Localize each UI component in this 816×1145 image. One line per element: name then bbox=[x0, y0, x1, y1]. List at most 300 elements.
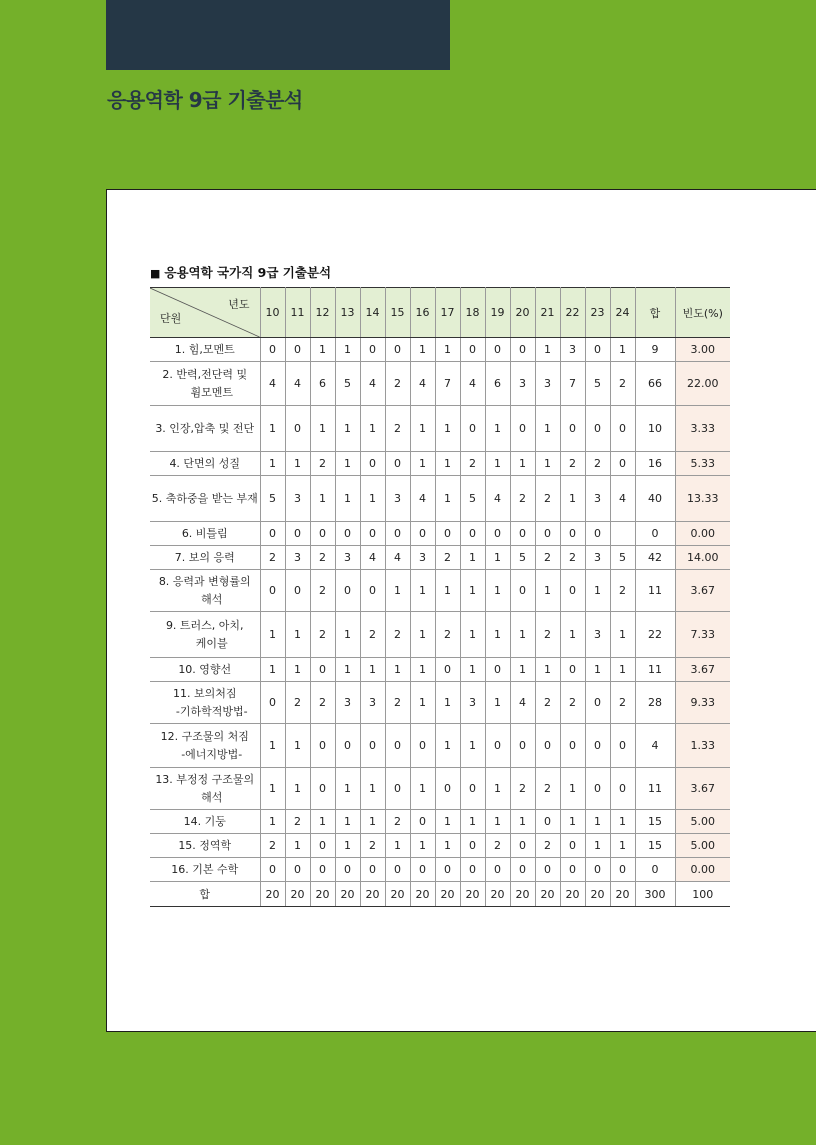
category-cell bbox=[150, 658, 260, 682]
count-cell: 5 bbox=[585, 362, 610, 406]
count-cell: 2 bbox=[285, 682, 310, 724]
count-cell: 1 bbox=[335, 338, 360, 362]
count-cell: 2 bbox=[535, 682, 560, 724]
count-cell: 1 bbox=[610, 834, 635, 858]
category-label: 16. 기본 수학 bbox=[171, 862, 239, 876]
total-count-cell: 20 bbox=[610, 882, 635, 907]
count-cell: 0 bbox=[310, 768, 335, 810]
category-cell bbox=[150, 338, 260, 362]
category-cell bbox=[150, 834, 260, 858]
page-title: 응용역학 9급 기출분석 bbox=[107, 88, 303, 112]
header-year-cell: 16 bbox=[410, 288, 435, 338]
count-cell: 0 bbox=[560, 658, 585, 682]
count-cell: 2 bbox=[310, 546, 335, 570]
total-count-cell: 20 bbox=[535, 882, 560, 907]
sum-cell: 11 bbox=[635, 658, 675, 682]
count-cell: 1 bbox=[585, 834, 610, 858]
total-count-cell: 20 bbox=[260, 882, 285, 907]
count-cell: 0 bbox=[510, 338, 535, 362]
count-cell: 1 bbox=[560, 810, 585, 834]
count-cell: 2 bbox=[535, 546, 560, 570]
count-cell: 0 bbox=[385, 452, 410, 476]
total-count-cell: 20 bbox=[585, 882, 610, 907]
count-cell: 4 bbox=[360, 362, 385, 406]
frequency-cell: 5.33 bbox=[675, 452, 730, 476]
total-count-cell: 20 bbox=[285, 882, 310, 907]
count-cell: 1 bbox=[460, 546, 485, 570]
category-cell bbox=[150, 406, 260, 452]
category-cell bbox=[150, 682, 260, 724]
count-cell: 1 bbox=[485, 810, 510, 834]
count-cell: 3 bbox=[560, 338, 585, 362]
category-label: 10. 영향선 bbox=[178, 662, 232, 676]
count-cell: 0 bbox=[510, 724, 535, 768]
count-cell: 2 bbox=[385, 682, 410, 724]
count-cell: 3 bbox=[585, 476, 610, 522]
frequency-cell: 3.67 bbox=[675, 570, 730, 612]
count-cell: 2 bbox=[385, 362, 410, 406]
count-cell: 1 bbox=[410, 682, 435, 724]
count-cell: 2 bbox=[535, 612, 560, 658]
count-cell: 1 bbox=[435, 570, 460, 612]
table-row bbox=[150, 338, 730, 362]
header-year-cell: 20 bbox=[510, 288, 535, 338]
count-cell: 1 bbox=[485, 452, 510, 476]
count-cell: 1 bbox=[310, 338, 335, 362]
count-cell: 5 bbox=[335, 362, 360, 406]
count-cell bbox=[610, 522, 635, 546]
category-cell bbox=[150, 768, 260, 810]
count-cell: 1 bbox=[610, 658, 635, 682]
header-year-cell: 23 bbox=[585, 288, 610, 338]
total-label: 합 bbox=[150, 882, 260, 907]
table-row bbox=[150, 476, 730, 522]
table-row bbox=[150, 522, 730, 546]
count-cell: 1 bbox=[585, 570, 610, 612]
count-cell: 1 bbox=[435, 476, 460, 522]
count-cell: 1 bbox=[610, 338, 635, 362]
count-cell: 0 bbox=[385, 522, 410, 546]
sum-cell: 42 bbox=[635, 546, 675, 570]
frequency-cell: 0.00 bbox=[675, 858, 730, 882]
count-cell: 2 bbox=[510, 476, 535, 522]
count-cell: 1 bbox=[360, 658, 385, 682]
count-cell: 1 bbox=[535, 658, 560, 682]
total-count-cell: 20 bbox=[385, 882, 410, 907]
count-cell: 0 bbox=[585, 682, 610, 724]
total-count-cell: 20 bbox=[460, 882, 485, 907]
sum-cell: 0 bbox=[635, 522, 675, 546]
count-cell: 0 bbox=[335, 858, 360, 882]
count-cell: 0 bbox=[560, 522, 585, 546]
count-cell: 0 bbox=[485, 658, 510, 682]
category-cell bbox=[150, 724, 260, 768]
count-cell: 1 bbox=[510, 452, 535, 476]
count-cell: 1 bbox=[510, 612, 535, 658]
header-year-cell: 21 bbox=[535, 288, 560, 338]
count-cell: 0 bbox=[410, 858, 435, 882]
count-cell: 4 bbox=[285, 362, 310, 406]
count-cell: 1 bbox=[610, 612, 635, 658]
count-cell: 0 bbox=[460, 338, 485, 362]
count-cell: 0 bbox=[510, 834, 535, 858]
category-label: 13. 부정정 구조물의 bbox=[155, 773, 255, 787]
count-cell: 2 bbox=[535, 834, 560, 858]
table-row bbox=[150, 724, 730, 768]
count-cell: 3 bbox=[335, 682, 360, 724]
count-cell: 1 bbox=[335, 810, 360, 834]
count-cell: 1 bbox=[335, 452, 360, 476]
header-unit-label: 단원 bbox=[160, 312, 182, 325]
count-cell: 1 bbox=[260, 724, 285, 768]
count-cell: 5 bbox=[510, 546, 535, 570]
count-cell: 0 bbox=[385, 338, 410, 362]
frequency-cell: 3.67 bbox=[675, 658, 730, 682]
sum-cell: 22 bbox=[635, 612, 675, 658]
count-cell: 0 bbox=[535, 522, 560, 546]
frequency-cell: 3.00 bbox=[675, 338, 730, 362]
count-cell: 0 bbox=[610, 406, 635, 452]
count-cell: 1 bbox=[435, 810, 460, 834]
count-cell: 1 bbox=[410, 338, 435, 362]
count-cell: 1 bbox=[385, 834, 410, 858]
count-cell: 1 bbox=[510, 810, 535, 834]
count-cell: 0 bbox=[610, 858, 635, 882]
count-cell: 0 bbox=[385, 768, 410, 810]
header-year-cell: 13 bbox=[335, 288, 360, 338]
category-label: 1. 힘,모멘트 bbox=[174, 342, 235, 356]
count-cell: 1 bbox=[335, 612, 360, 658]
count-cell: 2 bbox=[560, 452, 585, 476]
frequency-cell: 9.33 bbox=[675, 682, 730, 724]
count-cell: 1 bbox=[260, 452, 285, 476]
count-cell: 1 bbox=[260, 612, 285, 658]
count-cell: 0 bbox=[535, 810, 560, 834]
category-label: 12. 구조물의 처짐 bbox=[160, 730, 249, 744]
count-cell: 1 bbox=[410, 406, 435, 452]
count-cell: 1 bbox=[335, 658, 360, 682]
frequency-cell: 1.33 bbox=[675, 724, 730, 768]
count-cell: 1 bbox=[410, 570, 435, 612]
count-cell: 0 bbox=[285, 338, 310, 362]
count-cell: 1 bbox=[410, 834, 435, 858]
count-cell: 3 bbox=[285, 476, 310, 522]
count-cell: 2 bbox=[385, 612, 410, 658]
table-row bbox=[150, 612, 730, 658]
count-cell: 1 bbox=[460, 810, 485, 834]
count-cell: 0 bbox=[410, 724, 435, 768]
count-cell: 4 bbox=[510, 682, 535, 724]
category-label: -기하학적방법- bbox=[175, 704, 248, 718]
header-year-label: 년도 bbox=[228, 298, 250, 311]
count-cell: 4 bbox=[460, 362, 485, 406]
count-cell: 1 bbox=[285, 768, 310, 810]
count-cell: 4 bbox=[610, 476, 635, 522]
category-label: 5. 축하중을 받는 부재 bbox=[151, 491, 258, 505]
count-cell: 1 bbox=[435, 406, 460, 452]
count-cell: 0 bbox=[535, 724, 560, 768]
count-cell: 1 bbox=[410, 768, 435, 810]
category-cell bbox=[150, 546, 260, 570]
count-cell: 1 bbox=[285, 452, 310, 476]
category-cell bbox=[150, 522, 260, 546]
count-cell: 0 bbox=[460, 858, 485, 882]
count-cell: 0 bbox=[285, 858, 310, 882]
count-cell: 0 bbox=[260, 682, 285, 724]
category-cell bbox=[150, 362, 260, 406]
count-cell: 1 bbox=[535, 570, 560, 612]
count-cell: 1 bbox=[460, 612, 485, 658]
count-cell: 3 bbox=[335, 546, 360, 570]
table-title-text: 응용역학 국가직 9급 기출분석 bbox=[164, 265, 332, 280]
count-cell: 1 bbox=[585, 658, 610, 682]
count-cell: 0 bbox=[585, 724, 610, 768]
count-cell: 0 bbox=[260, 338, 285, 362]
category-cell bbox=[150, 612, 260, 658]
sum-cell: 40 bbox=[635, 476, 675, 522]
count-cell: 4 bbox=[360, 546, 385, 570]
count-cell: 1 bbox=[285, 658, 310, 682]
count-cell: 0 bbox=[485, 522, 510, 546]
count-cell: 2 bbox=[610, 570, 635, 612]
count-cell: 0 bbox=[485, 858, 510, 882]
table-body bbox=[150, 338, 730, 907]
table-row bbox=[150, 452, 730, 476]
sum-cell: 10 bbox=[635, 406, 675, 452]
count-cell: 3 bbox=[585, 546, 610, 570]
count-cell: 0 bbox=[385, 724, 410, 768]
category-label: 15. 정역학 bbox=[178, 838, 232, 852]
count-cell: 1 bbox=[460, 570, 485, 612]
count-cell: 3 bbox=[535, 362, 560, 406]
total-sum-cell: 300 bbox=[635, 882, 675, 907]
count-cell: 0 bbox=[585, 338, 610, 362]
header-year-cell: 22 bbox=[560, 288, 585, 338]
count-cell: 0 bbox=[510, 522, 535, 546]
count-cell: 0 bbox=[360, 522, 385, 546]
count-cell: 2 bbox=[385, 810, 410, 834]
category-label: 해석 bbox=[201, 790, 223, 804]
count-cell: 1 bbox=[260, 658, 285, 682]
frequency-cell: 14.00 bbox=[675, 546, 730, 570]
count-cell: 1 bbox=[485, 682, 510, 724]
frequency-cell: 3.67 bbox=[675, 768, 730, 810]
sum-cell: 16 bbox=[635, 452, 675, 476]
header-corner-cell bbox=[150, 288, 260, 338]
count-cell: 2 bbox=[310, 682, 335, 724]
count-cell: 2 bbox=[360, 612, 385, 658]
count-cell: 0 bbox=[285, 522, 310, 546]
count-cell: 2 bbox=[310, 570, 335, 612]
count-cell: 0 bbox=[435, 522, 460, 546]
count-cell: 1 bbox=[485, 546, 510, 570]
frequency-cell: 5.00 bbox=[675, 810, 730, 834]
category-cell bbox=[150, 452, 260, 476]
header-year-cell: 11 bbox=[285, 288, 310, 338]
count-cell: 1 bbox=[410, 612, 435, 658]
count-cell: 0 bbox=[610, 768, 635, 810]
header-year-cell: 24 bbox=[610, 288, 635, 338]
total-frequency-cell: 100 bbox=[675, 882, 730, 907]
category-label: 14. 기둥 bbox=[183, 814, 226, 828]
category-label: 6. 비틀림 bbox=[181, 526, 228, 540]
count-cell: 0 bbox=[510, 570, 535, 612]
count-cell: 0 bbox=[460, 768, 485, 810]
count-cell: 0 bbox=[310, 522, 335, 546]
count-cell: 2 bbox=[560, 682, 585, 724]
header-sum-cell: 합 bbox=[635, 288, 675, 338]
table-row bbox=[150, 682, 730, 724]
category-label: 9. 트러스, 아치, bbox=[165, 619, 244, 633]
frequency-cell: 0.00 bbox=[675, 522, 730, 546]
count-cell: 0 bbox=[485, 338, 510, 362]
category-label: 케이블 bbox=[195, 636, 228, 650]
count-cell: 4 bbox=[410, 362, 435, 406]
count-cell: 1 bbox=[485, 768, 510, 810]
count-cell: 3 bbox=[460, 682, 485, 724]
category-label: 2. 반력,전단력 및 bbox=[162, 368, 248, 382]
sum-cell: 28 bbox=[635, 682, 675, 724]
count-cell: 1 bbox=[535, 338, 560, 362]
count-cell: 0 bbox=[260, 570, 285, 612]
count-cell: 1 bbox=[435, 682, 460, 724]
count-cell: 2 bbox=[610, 682, 635, 724]
count-cell: 2 bbox=[435, 546, 460, 570]
total-count-cell: 20 bbox=[410, 882, 435, 907]
count-cell: 1 bbox=[335, 476, 360, 522]
count-cell: 0 bbox=[310, 858, 335, 882]
count-cell: 1 bbox=[285, 834, 310, 858]
count-cell: 1 bbox=[310, 476, 335, 522]
category-label: 3. 인장,압축 및 전단 bbox=[155, 421, 255, 435]
count-cell: 0 bbox=[485, 724, 510, 768]
count-cell: 0 bbox=[360, 858, 385, 882]
count-cell: 2 bbox=[485, 834, 510, 858]
count-cell: 1 bbox=[435, 724, 460, 768]
count-cell: 0 bbox=[610, 452, 635, 476]
count-cell: 1 bbox=[260, 768, 285, 810]
count-cell: 0 bbox=[585, 768, 610, 810]
count-cell: 1 bbox=[335, 768, 360, 810]
count-cell: 3 bbox=[585, 612, 610, 658]
table-header-row bbox=[150, 288, 730, 338]
count-cell: 1 bbox=[435, 834, 460, 858]
count-cell: 0 bbox=[610, 724, 635, 768]
count-cell: 3 bbox=[360, 682, 385, 724]
count-cell: 4 bbox=[485, 476, 510, 522]
count-cell: 2 bbox=[260, 546, 285, 570]
count-cell: 1 bbox=[485, 406, 510, 452]
count-cell: 2 bbox=[610, 362, 635, 406]
header-year-cell: 18 bbox=[460, 288, 485, 338]
header-year-cell: 15 bbox=[385, 288, 410, 338]
sum-cell: 15 bbox=[635, 834, 675, 858]
table-row bbox=[150, 362, 730, 406]
table-row bbox=[150, 834, 730, 858]
category-label: 11. 보의처짐 bbox=[173, 687, 237, 701]
header-year-cell: 10 bbox=[260, 288, 285, 338]
count-cell: 1 bbox=[360, 768, 385, 810]
count-cell: 0 bbox=[435, 658, 460, 682]
count-cell: 1 bbox=[335, 406, 360, 452]
total-count-cell: 20 bbox=[560, 882, 585, 907]
frequency-cell: 13.33 bbox=[675, 476, 730, 522]
count-cell: 2 bbox=[310, 452, 335, 476]
frequency-cell: 7.33 bbox=[675, 612, 730, 658]
count-cell: 0 bbox=[460, 834, 485, 858]
count-cell: 0 bbox=[360, 570, 385, 612]
count-cell: 0 bbox=[435, 768, 460, 810]
count-cell: 1 bbox=[385, 658, 410, 682]
count-cell: 1 bbox=[485, 570, 510, 612]
count-cell: 0 bbox=[410, 522, 435, 546]
count-cell: 6 bbox=[310, 362, 335, 406]
count-cell: 1 bbox=[285, 724, 310, 768]
count-cell: 2 bbox=[560, 546, 585, 570]
count-cell: 0 bbox=[560, 406, 585, 452]
count-cell: 1 bbox=[260, 810, 285, 834]
sum-cell: 15 bbox=[635, 810, 675, 834]
count-cell: 0 bbox=[360, 338, 385, 362]
count-cell: 2 bbox=[285, 810, 310, 834]
total-count-cell: 20 bbox=[435, 882, 460, 907]
sum-cell: 66 bbox=[635, 362, 675, 406]
count-cell: 2 bbox=[460, 452, 485, 476]
count-cell: 1 bbox=[360, 476, 385, 522]
header-year-cell: 17 bbox=[435, 288, 460, 338]
header-year-cell: 19 bbox=[485, 288, 510, 338]
count-cell: 1 bbox=[285, 612, 310, 658]
category-label: 해석 bbox=[201, 592, 223, 606]
count-cell: 1 bbox=[485, 612, 510, 658]
count-cell: 0 bbox=[460, 522, 485, 546]
count-cell: 1 bbox=[510, 658, 535, 682]
category-label: 7. 보의 응력 bbox=[174, 550, 235, 564]
table-row bbox=[150, 658, 730, 682]
header-frequency-cell: 빈도(%) bbox=[675, 288, 730, 338]
count-cell: 0 bbox=[585, 858, 610, 882]
count-cell: 1 bbox=[360, 810, 385, 834]
count-cell: 1 bbox=[360, 406, 385, 452]
count-cell: 0 bbox=[435, 858, 460, 882]
count-cell: 2 bbox=[535, 768, 560, 810]
count-cell: 5 bbox=[610, 546, 635, 570]
count-cell: 7 bbox=[560, 362, 585, 406]
count-cell: 0 bbox=[260, 858, 285, 882]
count-cell: 0 bbox=[535, 858, 560, 882]
sum-cell: 11 bbox=[635, 570, 675, 612]
count-cell: 6 bbox=[485, 362, 510, 406]
count-cell: 0 bbox=[385, 858, 410, 882]
table-row bbox=[150, 810, 730, 834]
count-cell: 5 bbox=[460, 476, 485, 522]
count-cell: 0 bbox=[310, 834, 335, 858]
frequency-cell: 22.00 bbox=[675, 362, 730, 406]
total-count-cell: 20 bbox=[360, 882, 385, 907]
count-cell: 0 bbox=[335, 570, 360, 612]
count-cell: 1 bbox=[460, 658, 485, 682]
sum-cell: 0 bbox=[635, 858, 675, 882]
square-bullet-icon: ■ bbox=[150, 267, 161, 280]
count-cell: 4 bbox=[410, 476, 435, 522]
count-cell: 0 bbox=[260, 522, 285, 546]
count-cell: 4 bbox=[385, 546, 410, 570]
table-row bbox=[150, 546, 730, 570]
table-row bbox=[150, 570, 730, 612]
header-year-cell: 12 bbox=[310, 288, 335, 338]
count-cell: 0 bbox=[585, 522, 610, 546]
count-cell: 0 bbox=[410, 810, 435, 834]
